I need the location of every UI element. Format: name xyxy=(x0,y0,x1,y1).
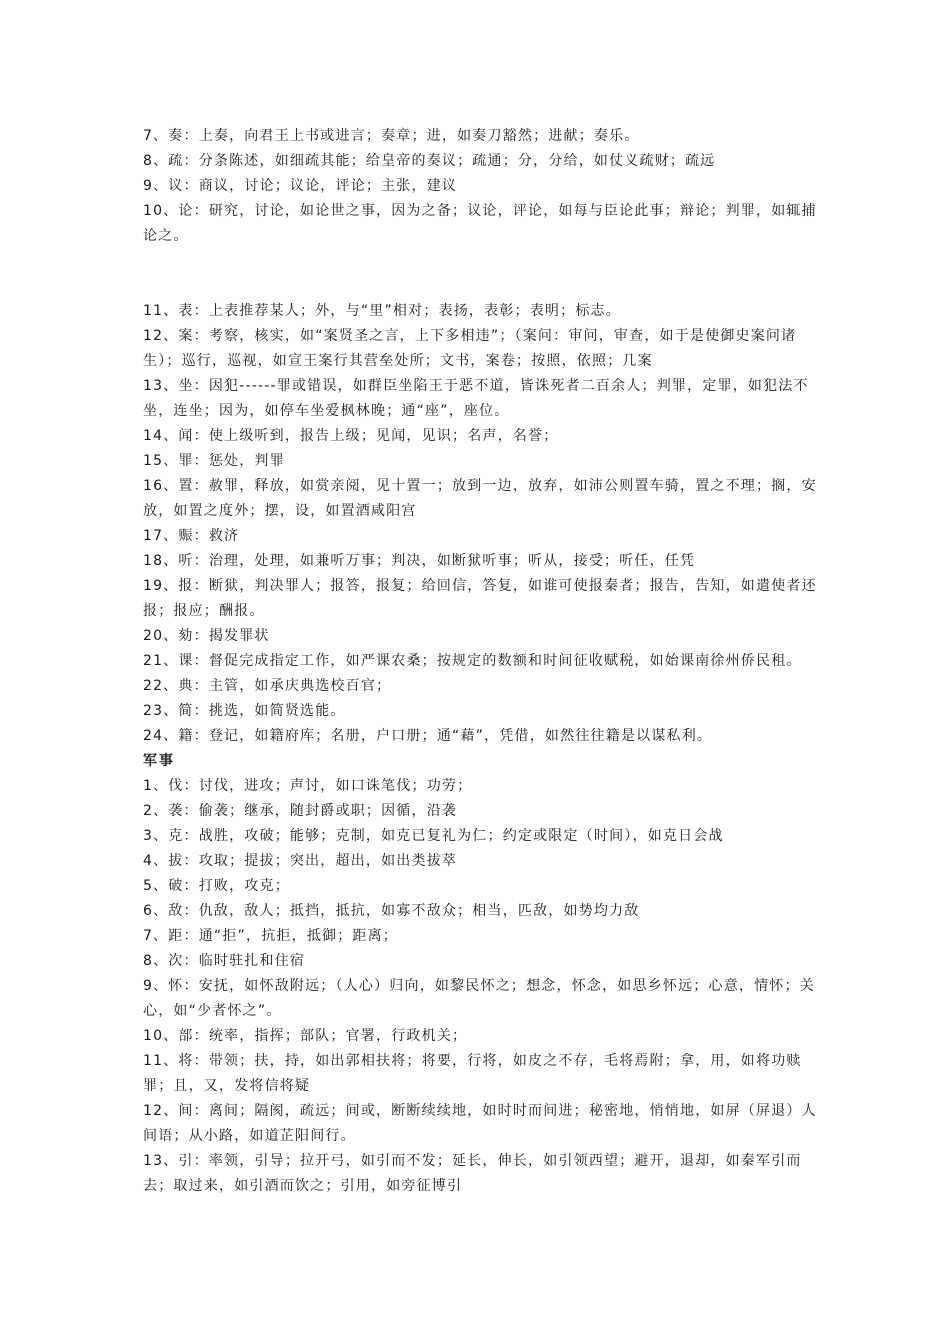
entry-zou: 7、奏：上奏，向君王上书或进言；奏章；进，如奏刀豁然；进献；奏乐。 xyxy=(143,128,640,144)
entry-ting: 18、听：治理，处理，如兼听万事；判决，如断狱听事；听从，接受；听任，任凭 xyxy=(143,553,696,569)
entries-group-2 xyxy=(143,299,818,749)
entry-fa: 1、伐：讨伐，进攻；声讨，如口诛笔伐；功劳； xyxy=(143,778,473,794)
entry-zhen: 17、赈：救济 xyxy=(143,528,240,544)
entry-shu: 8、疏：分条陈述，如细疏其能；给皇帝的奏议；疏通；分，分给，如仗义疏财；疏远 xyxy=(143,153,716,169)
entry-xi: 2、袭：偷袭；继承，随封爵或职；因循，沿袭 xyxy=(143,803,458,819)
entry-jian: 23、简：挑选，如简贤选能。 xyxy=(143,703,346,719)
entry-ba: 4、拔：攻取；提拔；突出，超出，如出类拔萃 xyxy=(143,853,458,869)
entries-group-3 xyxy=(143,774,818,1199)
entry-jiang: 11、将：带领；扶，持，如出郭相扶将；将要，行将，如皮之不存，毛将焉附；拿，用，如将功赎罪；且，又，发将信将疑 xyxy=(143,1053,802,1094)
entry-an: 12、案：考察，核实，如“案贤圣之言，上下多相违”；（案问：审问，审查，如于是使御史案问诸生）；巡行，巡视，如宣王案行其营垒处所；文书，案卷；按照，依照；几案 xyxy=(143,328,797,369)
entry-bu: 10、部：统率，指挥；部队；官署，行政机关； xyxy=(143,1028,468,1044)
entry-po: 5、破：打败，攻克； xyxy=(143,878,290,894)
entry-ju: 7、距：通“拒”，抗拒，抵御；距离； xyxy=(143,928,399,944)
entry-zuo: 13、坐：因犯------罪或错误，如群臣坐陷王于恶不道，皆诛死者二百余人；判罪，定罪，如犯法不坐，连坐；因为，如停车坐爱枫林晚；通“座”，座位。 xyxy=(143,378,809,419)
entry-ji: 24、籍：登记，如籍府库；名册，户口册；通“藉”，凭借，如然往往籍是以谋私利。 xyxy=(143,728,713,744)
entry-yin: 13、引：率领，引导；拉开弓，如引而不发；延长，伸长，如引领西望；避开，退却，如秦军引而去；取过来，如引酒而饮之；引用，如旁征博引 xyxy=(143,1153,802,1194)
entry-di: 6、敌：仇敌，敌人；抵挡，抵抗，如寡不敌众；相当，匹敌，如势均力敌 xyxy=(143,903,640,919)
entry-ke: 21、课：督促完成指定工作，如严课农桑；按规定的数额和时间征收赋税，如始课南徐州侨民租。 xyxy=(143,653,802,669)
entry-zhi: 16、置：赦罪，释放，如赏亲阅，见十置一；放到一边，放弃，如沛公则置车骑，置之不理；搁，安放，如置之度外；摆，设，如置酒咸阳宫 xyxy=(143,478,817,519)
entry-lun: 10、论：研究，讨论，如论世之事，因为之备；议论，评论，如每与臣论此事；辩论；判罪，如辄捕论之。 xyxy=(143,203,817,244)
entry-ke-conquer: 3、克：战胜，攻破；能够；克制，如克已复礼为仁；约定或限定（时间），如克日会战 xyxy=(143,828,724,844)
entry-dian: 22、典：主管，如承庆典选校百官； xyxy=(143,678,392,694)
entry-zui: 15、罪：惩处，判罪 xyxy=(143,453,285,469)
entry-wen: 14、闻：使上级听到，报告上级；见闻，见识；名声，名誉； xyxy=(143,428,559,444)
section-heading-military: 军事 xyxy=(143,753,175,769)
entry-huai: 9、怀：安抚，如怀敌附远；（人心）归向，如黎民怀之；想念，怀念，如思乡怀远；心意，情怀；关心，如“少者怀之”。 xyxy=(143,978,815,1019)
entry-ci: 8、次：临时驻扎和住宿 xyxy=(143,953,306,969)
entry-jian-gap: 12、间：离间；隔阂，疏远；间或，断断续续地，如时时而间进；秘密地，悄悄地，如屏（屏退）人间语；从小路，如道芷阳间行。 xyxy=(143,1103,817,1144)
entries-group-1 xyxy=(143,124,818,249)
document-page xyxy=(143,124,818,1199)
entry-biao: 11、表：上表推荐某人；外，与“里”相对；表扬，表彰；表明；标志。 xyxy=(143,303,621,319)
entry-yi: 9、议：商议，讨论；议论，评论；主张，建议 xyxy=(143,178,458,194)
entry-bao: 19、报：断狱，判决罪人；报答，报复；给回信，答复，如谁可使报秦者；报告，告知，如遣使者还报；报应；酬报。 xyxy=(143,578,817,619)
section-gap xyxy=(143,249,818,299)
entry-he: 20、劾：揭发罪状 xyxy=(143,628,270,644)
